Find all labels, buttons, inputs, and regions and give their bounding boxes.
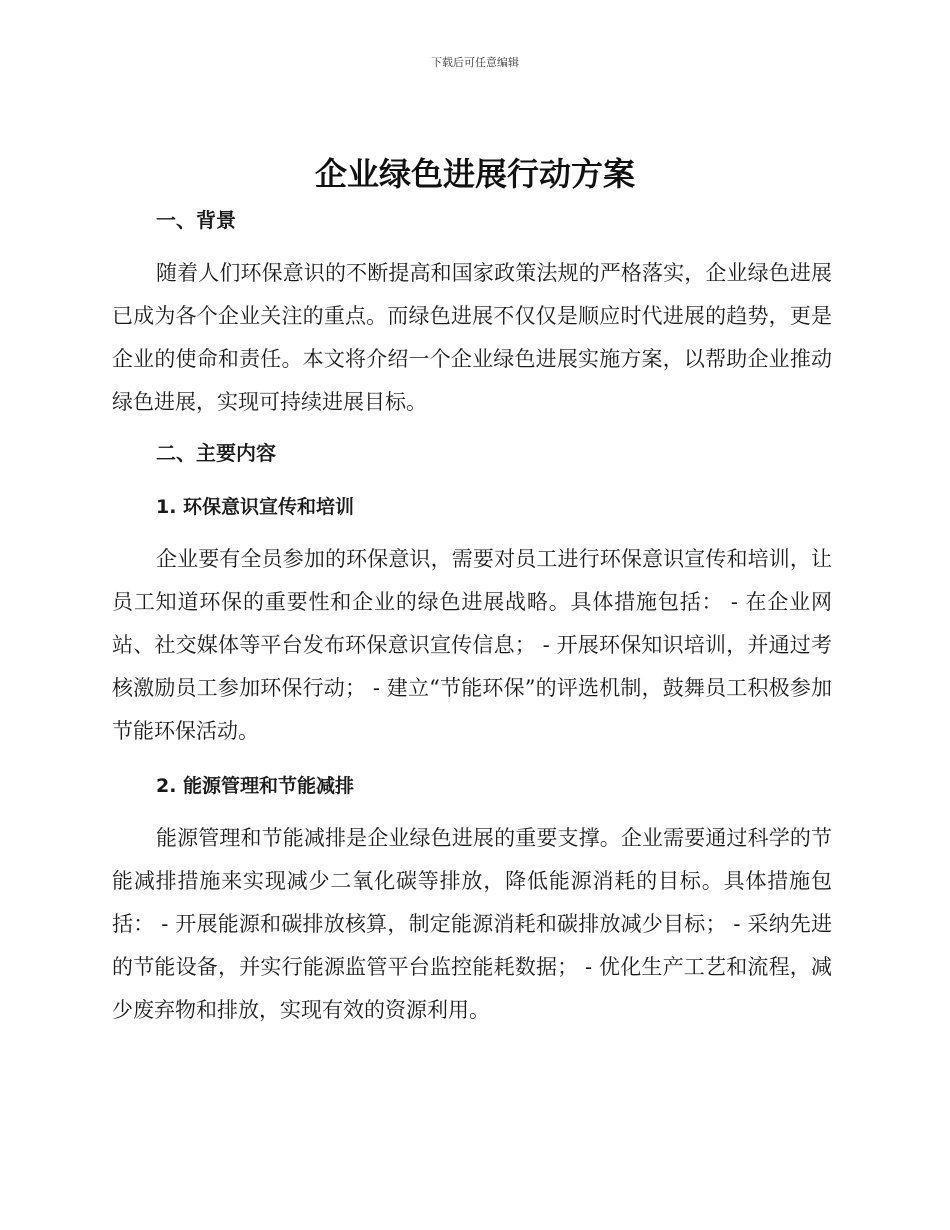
section-heading-main-content: 二、主要内容 — [156, 441, 276, 465]
subsection-paragraph-energy-management: 能源管理和节能减排是企业绿色进展的重要支撑。企业需要通过科学的节能减排措施来实现减少二氧化碳等排放，降低能源消耗的目标。具体措施包括： - 开展能源和碳排放核算，制定能源消耗和碳排放减少目标； - 采纳先进的节能设备，并实行能源监管平台监控能耗数据； - 优化生产工艺和流程，减少废弃物和排放，实现有效的资源利用。 — [112, 826, 832, 1022]
subsection-heading-awareness-training: 1. 环保意识宣传和培训 — [156, 496, 355, 518]
document-body — [112, 200, 832, 1032]
page-header-note: 下载后可任意编辑 — [431, 56, 519, 69]
section-heading-background: 一、背景 — [156, 208, 236, 232]
section-paragraph-background: 随着人们环保意识的不断提高和国家政策法规的严格落实，企业绿色进展已成为各个企业关注的重点。而绿色进展不仅仅是顺应时代进展的趋势，更是企业的使命和责任。本文将介绍一个企业绿色进展实施方案，以帮助企业推动绿色进展，实现可持续进展目标。 — [112, 261, 832, 414]
subsection-paragraph-awareness-training: 企业要有全员参加的环保意识，需要对员工进行环保意识宣传和培训，让员工知道环保的重要性和企业的绿色进展战略。具体措施包括： - 在企业网站、社交媒体等平台发布环保意识宣传信息； - 开展环保知识培训，并通过考核激励员工参加环保行动； - 建立“节能环保”的评选机制，鼓舞员工积极参加节能环保活动。 — [112, 547, 832, 743]
document-title: 企业绿色进展行动方案 — [314, 155, 635, 193]
subsection-heading-energy-management: 2. 能源管理和节能减排 — [156, 775, 355, 797]
